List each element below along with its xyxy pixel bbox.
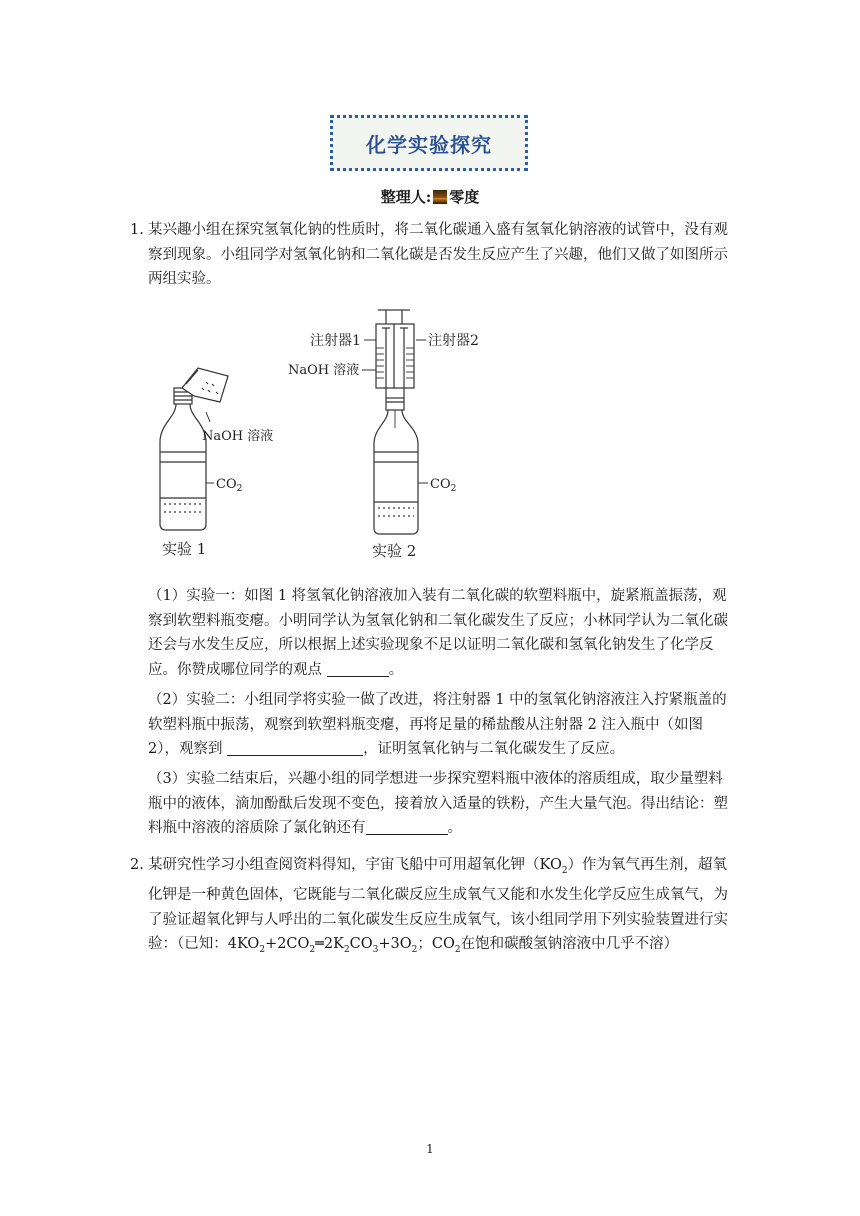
- question-2-text-g: ；CO: [417, 936, 455, 953]
- exp2-co2-label: $CO_2$: [430, 477, 457, 494]
- syringe-1-label: 注射器1: [310, 333, 361, 349]
- exp2-bottle: [374, 398, 418, 534]
- question-2: [130, 853, 733, 963]
- syringe-2-label: 注射器2: [428, 333, 479, 349]
- part-2-text: （2）实验二：小组同学将实验一做了改进，将注射器 1 中的氢氧化钠溶液注入拧紧瓶盖的软塑料瓶中振荡，观察到软塑料瓶变瘪，再将足量的稀盐酸从注射器 2 注入瓶中（如图 2），观察到: [148, 692, 727, 757]
- exp2-syringes: [376, 310, 414, 398]
- sub-3: 3: [372, 945, 379, 956]
- sub-2: 2: [561, 865, 568, 876]
- author-name: 零度: [449, 188, 480, 206]
- sub-2: 2: [309, 945, 316, 956]
- exp2-naoh-label: NaOH 溶液: [288, 363, 360, 378]
- exp1-co2-label: $CO_2$: [216, 477, 243, 494]
- question-2-text-d: ═2K: [315, 936, 344, 953]
- question-2-number: 2.: [130, 857, 144, 873]
- exp1-bottle: [160, 388, 206, 530]
- answer-blank-1[interactable]: [327, 660, 389, 677]
- question-2-text-a: 某研究性学习小组查阅资料得知，宇宙飞船中可用超氧化钾（KO: [148, 857, 562, 873]
- exp1-naoh-label: NaOH 溶液: [202, 429, 274, 444]
- sub-2: 2: [259, 945, 266, 956]
- author-label: 整理人:: [380, 188, 432, 206]
- question-1-part-3: [148, 767, 733, 841]
- sub-2: 2: [343, 945, 350, 956]
- question-2-text-f: +3O: [378, 936, 412, 953]
- question-1-number: 1.: [130, 222, 144, 238]
- answer-blank-3[interactable]: [366, 818, 448, 835]
- sub-2: 2: [454, 945, 461, 956]
- question-1-part-2: [148, 688, 733, 762]
- part-1-text: （1）实验一：如图 1 将氢氧化钠溶液加入装有二氧化碳的软塑料瓶中，旋紧瓶盖振荡，观察到软塑料瓶变瘪。小明同学认为氢氧化钠和二氧化碳发生了反应；小林同学认为二氧化碳还会与水发生反应，所以根据上述实验现象不足以证明二氧化碳和氢氧化钠发生了化学反应。你赞成哪位同学的观点: [148, 588, 728, 678]
- question-2-text-b: ）作为氧气再生剂，超氧化钾是一种黄色固体，它既能与二氧化碳反应生成氧气又能和水发生化学反应生成氧气，为了验证超氧化钾与人呼出的二氧化碳发生反应生成氧气，该小组同学用下列实验装置进行实验：（已知：4KO: [148, 857, 728, 953]
- sub-2: 2: [411, 945, 418, 956]
- exp2-caption: 实验 2: [372, 542, 417, 560]
- part-3-end: 。: [447, 820, 462, 836]
- answer-blank-2[interactable]: [227, 739, 363, 756]
- author-avatar-icon: [433, 190, 447, 204]
- experiment-figure: [150, 302, 510, 564]
- exp1-caption: 实验 1: [162, 540, 207, 558]
- page-number: 1: [426, 1142, 434, 1156]
- question-1-part-1: [148, 584, 733, 682]
- author-line: [0, 186, 860, 207]
- part-2-end: ，证明氢氧化钠与二氧化碳发生了反应。: [363, 741, 625, 757]
- question-2-text-c: +2CO: [265, 936, 310, 953]
- question-2-text-e: CO: [349, 936, 373, 953]
- part-1-end: 。: [388, 661, 404, 678]
- question-2-text-h: 在饱和碳酸氢钠溶液中几乎不溶）: [460, 936, 679, 953]
- question-1-intro: [130, 218, 733, 292]
- part-3-text: （3）实验二结束后，兴趣小组的同学想进一步探究塑料瓶中液体的溶质组成，取少量塑料瓶中的液体，滴加酚酞后发现不变色，接着放入适量的铁粉，产生大量气泡。得出结论：塑料瓶中溶液的溶质除了氯化钠还有: [148, 771, 728, 836]
- document-title: 化学实验探究: [366, 132, 492, 157]
- title-box: [330, 115, 528, 171]
- experiment-diagram: [150, 302, 510, 564]
- question-1-text: 某兴趣小组在探究氢氧化钠的性质时，将二氧化碳通入盛有氢氧化钠溶液的试管中，没有观察到现象。小组同学对氢氧化钠和二氧化碳是否发生反应产生了兴趣，他们又做了如图所示两组实验。: [148, 222, 728, 287]
